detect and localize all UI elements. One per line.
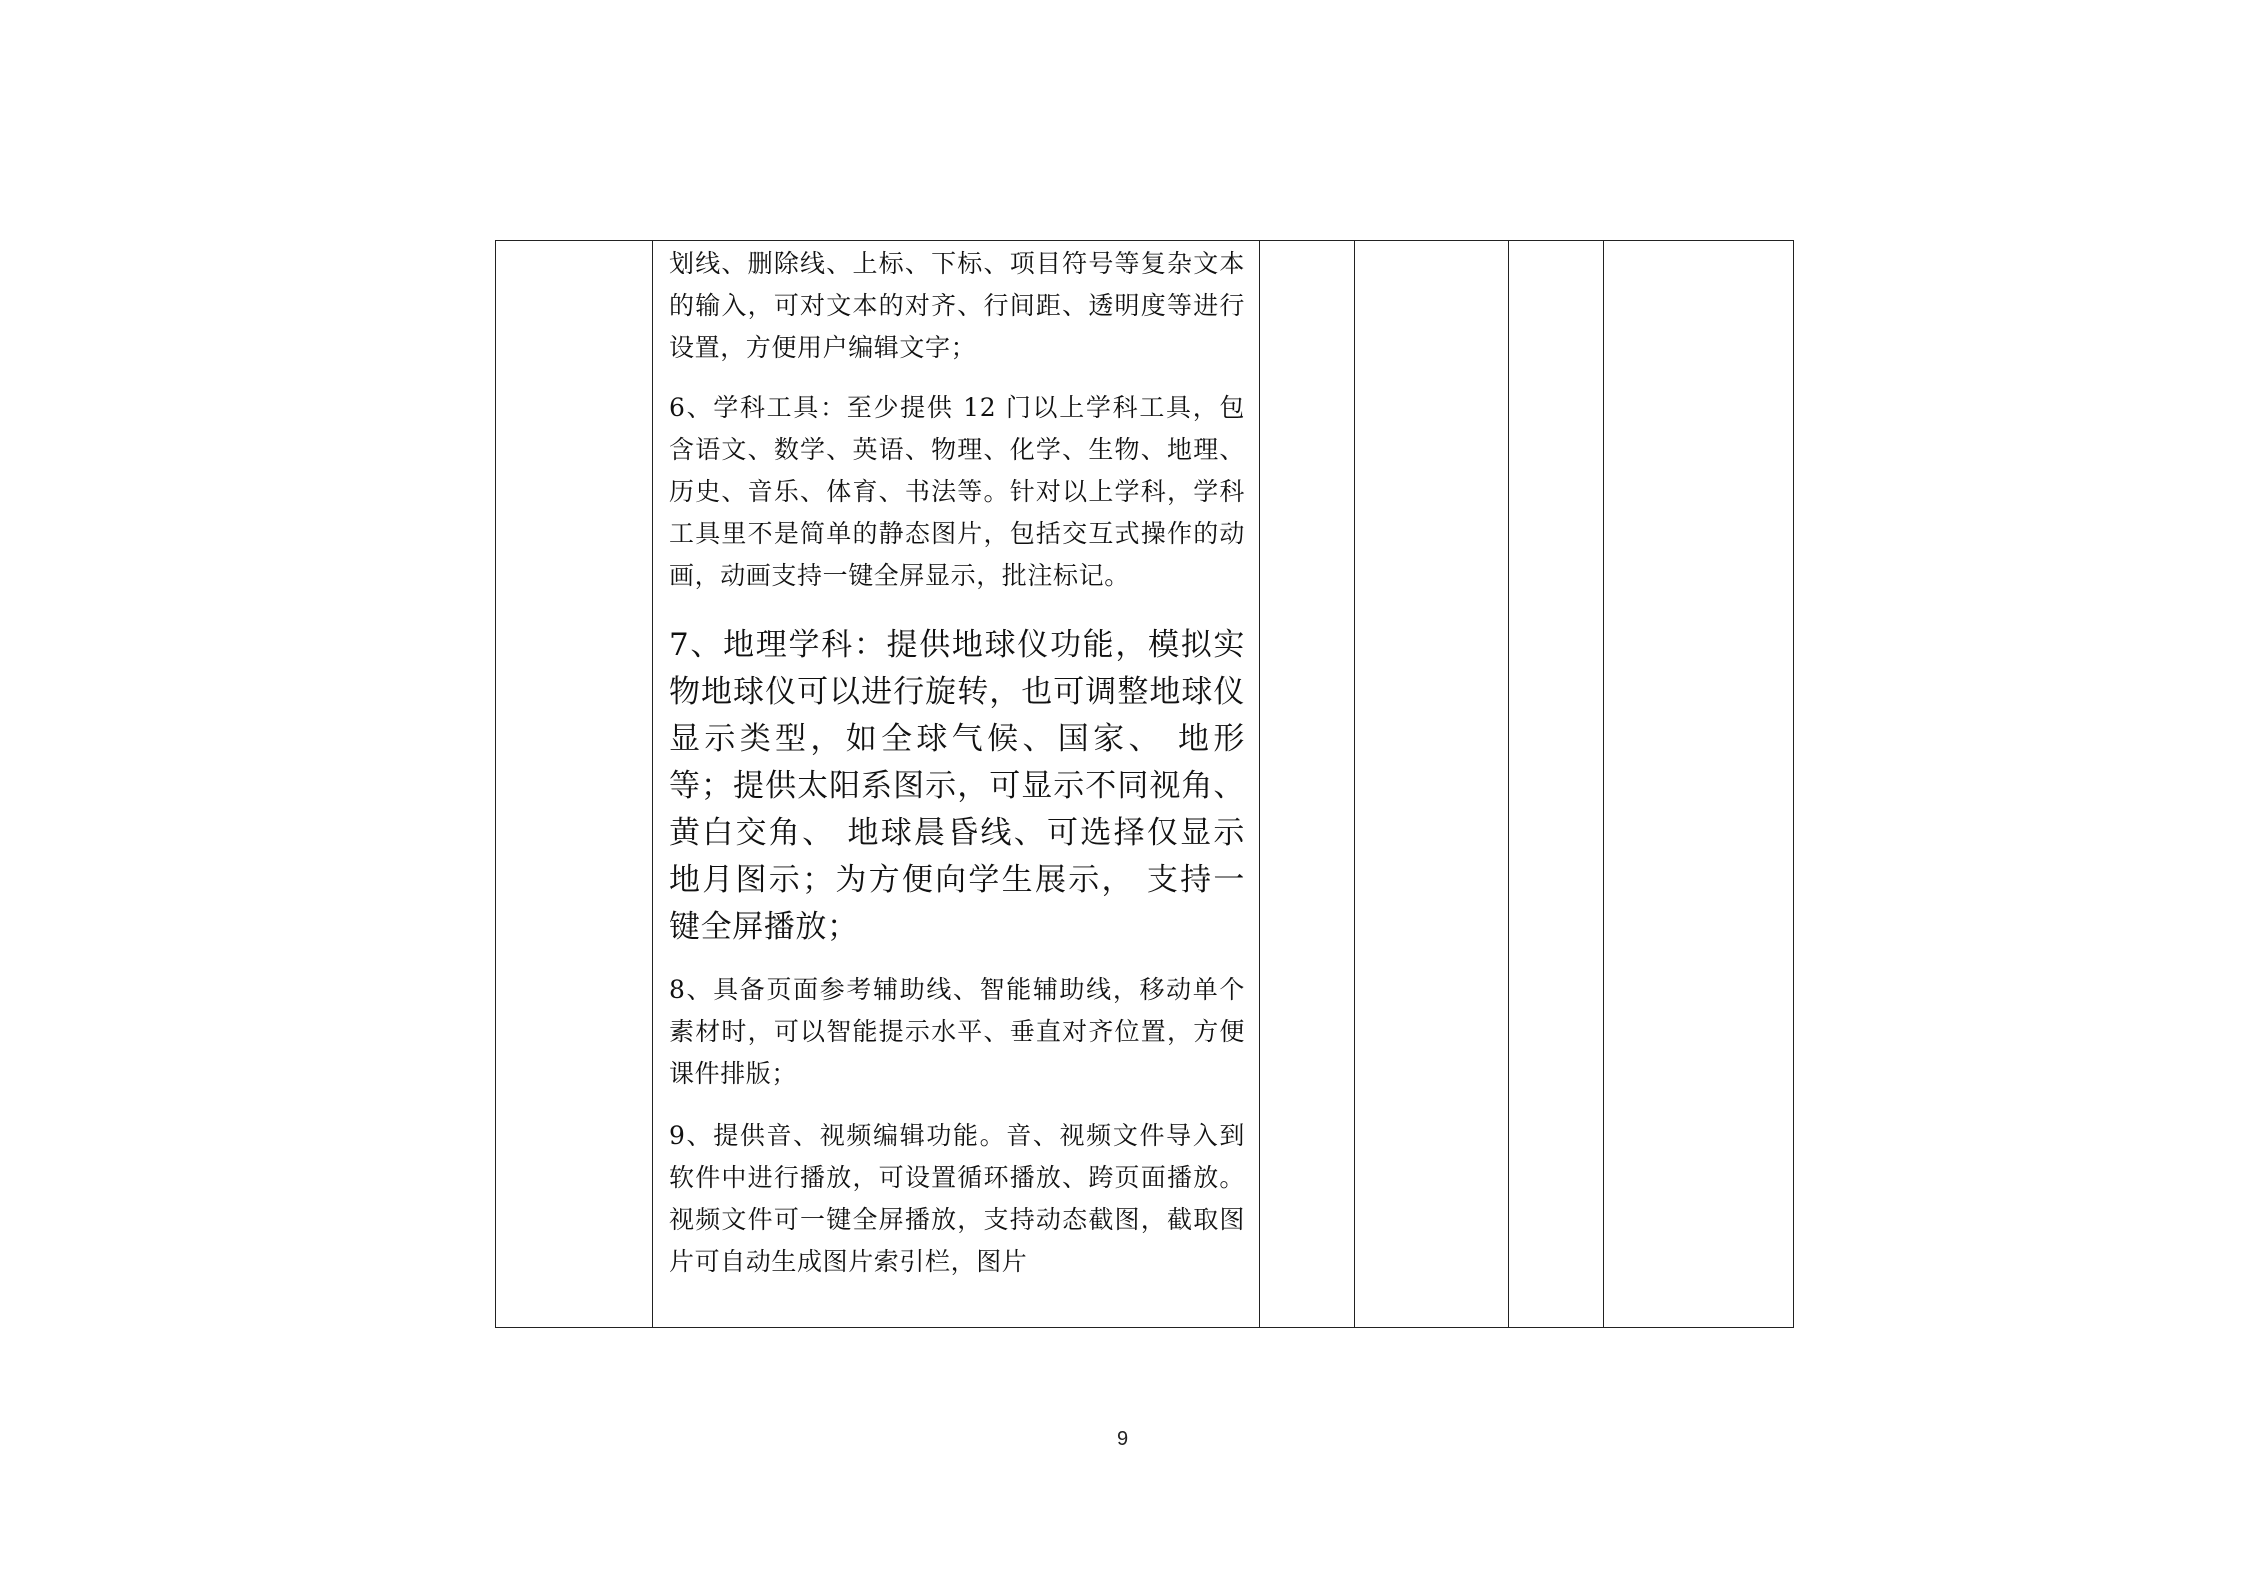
page-number: 9: [1116, 1428, 1129, 1450]
specification-table: [495, 240, 1794, 1328]
paragraph-geography-subject: 7、地理学科：提供地球仪功能，模拟实物地球仪可以进行旋转，也可调整地球仪显示类型，如全球气候、国家、 地形等；提供太阳系图示，可显示不同视角、黄白交角、 地球晨昏线、可选择仅显示地月图示；为方便向学生展示， 支持一键全屏播放；: [669, 627, 1245, 945]
paragraph-guide-lines: 8、具备页面参考辅助线、智能辅助线，移动单个素材时，可以智能提示水平、垂直对齐位置，方便课件排版；: [669, 975, 1245, 1088]
paragraph-text-formatting: 划线、删除线、上标、下标、项目符号等复杂文本的输入，可对文本的对齐、行间距、透明度等进行设置，方便用户编辑文字；: [669, 249, 1245, 362]
table-row: [496, 241, 1794, 1328]
table-cell-empty: [1509, 241, 1604, 1328]
paragraph-subject-tools: 6、学科工具：至少提供 12 门以上学科工具，包含语文、数学、英语、物理、化学、生物、地理、历史、音乐、体育、书法等。针对以上学科，学科工具里不是简单的静态图片，包括交互式操作的动画，动画支持一键全屏显示，批注标记。: [669, 393, 1245, 590]
paragraph-audio-video-editing: 9、提供音、视频编辑功能。音、视频文件导入到软件中进行播放，可设置循环播放、跨页面播放。视频文件可一键全屏播放，支持动态截图，截取图片可自动生成图片索引栏，图片: [669, 1121, 1245, 1276]
table-cell-empty: [496, 241, 653, 1328]
table-cell-empty: [1604, 241, 1794, 1328]
table-cell-empty: [1260, 241, 1355, 1328]
table-cell-empty: [1355, 241, 1509, 1328]
requirement-description-cell: [653, 241, 1260, 1328]
